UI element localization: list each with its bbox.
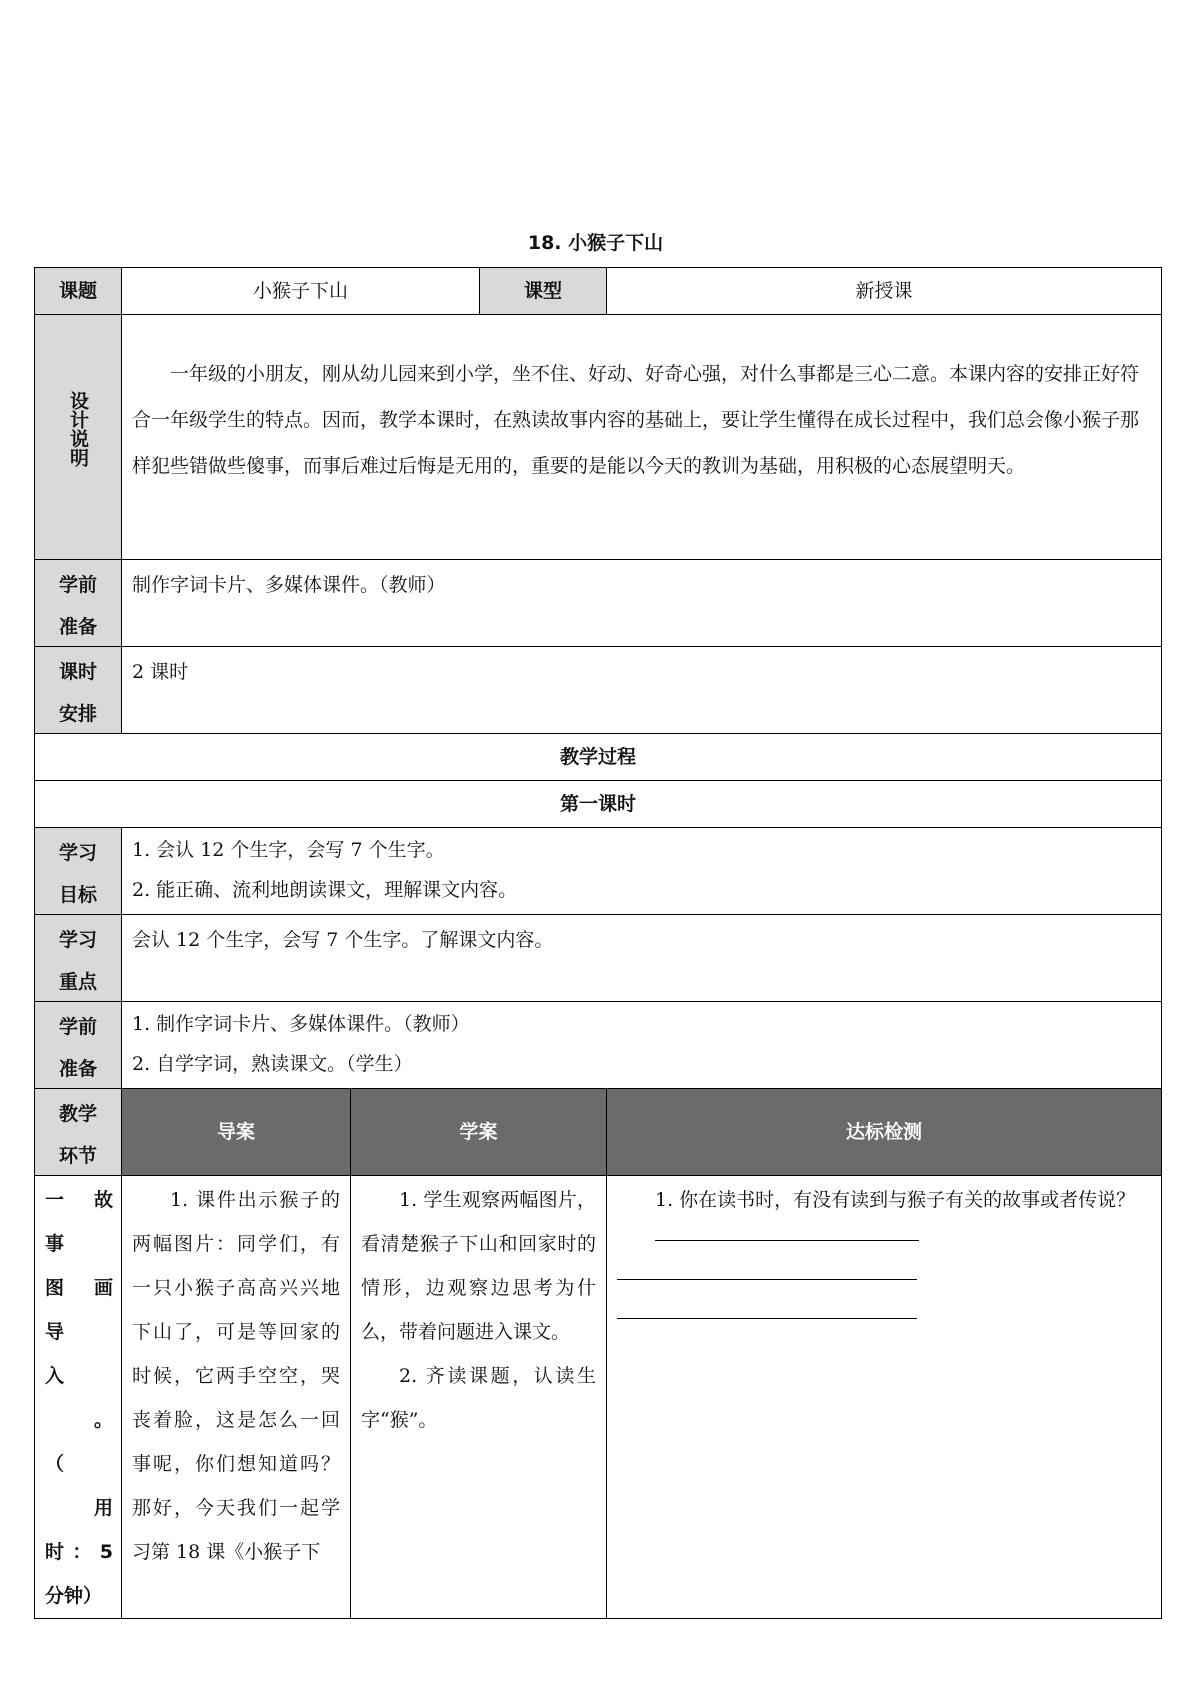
answer-line <box>617 1318 917 1319</box>
goals-text <box>122 828 1162 915</box>
goals-label <box>35 828 122 915</box>
stage1-name-line: 入 。 <box>45 1365 113 1431</box>
prep2-label <box>35 1002 122 1089</box>
stage1-name-line: （ 用 <box>45 1453 113 1519</box>
prep2-label-line-1: 学前 <box>58 1016 97 1038</box>
stage1-study-item: 1. 学生观察两幅图片，看清楚猴子下山和回家时的情形，边观察边思考为什么，带着问题进入课文。 <box>361 1189 597 1343</box>
lesson1-title-row <box>35 781 1162 828</box>
prep-label-line-1: 学前 <box>58 574 97 596</box>
goals-label-line-1: 学习 <box>58 842 97 864</box>
stage-header-row <box>35 1089 1162 1176</box>
focus-label-line-2: 重点 <box>58 971 97 993</box>
answer-line <box>655 1240 919 1241</box>
stage-label-line-1: 教学 <box>58 1103 97 1125</box>
stage1-check-question: 1. 你在读书时，有没有读到与猴子有关的故事或者传说？ <box>655 1189 1136 1211</box>
stage1-name <box>35 1176 122 1619</box>
design-label-text: 设计说明 <box>67 390 89 467</box>
design-label <box>35 315 122 560</box>
topic-row <box>35 268 1162 315</box>
type-value: 新授课 <box>607 268 1162 315</box>
prep2-text <box>122 1002 1162 1089</box>
stage1-guide: 1. 课件出示猴子的两幅图片：同学们，有一只小猴子高高兴兴地下山了，可是等回家的时候，它两手空空，哭丧着脸，这是怎么一回事呢，你们想知道吗？那好，今天我们一起学习第 18 课《小猴子下 <box>122 1176 351 1619</box>
focus-row <box>35 915 1162 1002</box>
stage1-name-line: 一 故 事 <box>45 1189 113 1255</box>
goals-row <box>35 828 1162 915</box>
hours-row <box>35 647 1162 734</box>
topic-value: 小猴子下山 <box>122 268 480 315</box>
type-label: 课型 <box>480 268 607 315</box>
prep-label <box>35 560 122 647</box>
study-header: 学案 <box>351 1089 607 1176</box>
hours-label-line-1: 课时 <box>58 661 97 683</box>
focus-text: 会认 12 个生字，会写 7 个生字。了解课文内容。 <box>122 915 1162 1002</box>
hours-text: 2 课时 <box>122 647 1162 734</box>
stage1-name-line: 分钟） <box>45 1585 103 1607</box>
stage1-check <box>607 1176 1162 1619</box>
prep-row <box>35 560 1162 647</box>
process-title: 教学过程 <box>35 734 1162 781</box>
stage1-study-item: 2. 齐读课题，认读生字“猴”。 <box>361 1365 597 1431</box>
design-row <box>35 315 1162 560</box>
guide-header: 导案 <box>122 1089 351 1176</box>
hours-label-line-2: 安排 <box>58 703 97 725</box>
prep-text: 制作字词卡片、多媒体课件。（教师） <box>122 560 1162 647</box>
prep-label-line-2: 准备 <box>58 616 97 638</box>
document-title: 18. 小猴子下山 <box>527 232 664 254</box>
lesson1-title: 第一课时 <box>35 781 1162 828</box>
check-header: 达标检测 <box>607 1089 1162 1176</box>
goal-item: 1. 会认 12 个生字，会写 7 个生字。 <box>132 839 445 861</box>
hours-label <box>35 647 122 734</box>
answer-line <box>617 1279 917 1280</box>
goals-label-line-2: 目标 <box>58 884 97 906</box>
prep2-item: 1. 制作字词卡片、多媒体课件。（教师） <box>132 1013 470 1035</box>
stage1-study <box>351 1176 607 1619</box>
prep2-item: 2. 自学字词，熟读课文。（学生） <box>132 1053 413 1075</box>
stage1-row <box>35 1176 1162 1619</box>
topic-label: 课题 <box>35 268 122 315</box>
stage1-name-line: 图 画 导 <box>45 1277 113 1343</box>
focus-label <box>35 915 122 1002</box>
focus-label-line-1: 学习 <box>58 929 97 951</box>
stage-label <box>35 1089 122 1176</box>
goal-item: 2. 能正确、流利地朗读课文，理解课文内容。 <box>132 879 518 901</box>
lesson-plan-table <box>34 267 1162 1619</box>
design-text: 一年级的小朋友，刚从幼儿园来到小学，坐不住、好动、好奇心强，对什么事都是三心二意。本课内容的安排正好符合一年级学生的特点。因而，教学本课时，在熟读故事内容的基础上，要让学生懂得在成长过程中，我们总会像小猴子那样犯些错做些傻事，而事后难过后悔是无用的，重要的是能以今天的教训为基础，用积极的心态展望明天。 <box>122 315 1162 560</box>
prep2-label-line-2: 准备 <box>58 1058 97 1080</box>
process-title-row <box>35 734 1162 781</box>
stage1-name-line: 时 ： 5 <box>45 1541 113 1563</box>
prep2-row <box>35 1002 1162 1089</box>
stage-label-line-2: 环节 <box>58 1145 97 1167</box>
